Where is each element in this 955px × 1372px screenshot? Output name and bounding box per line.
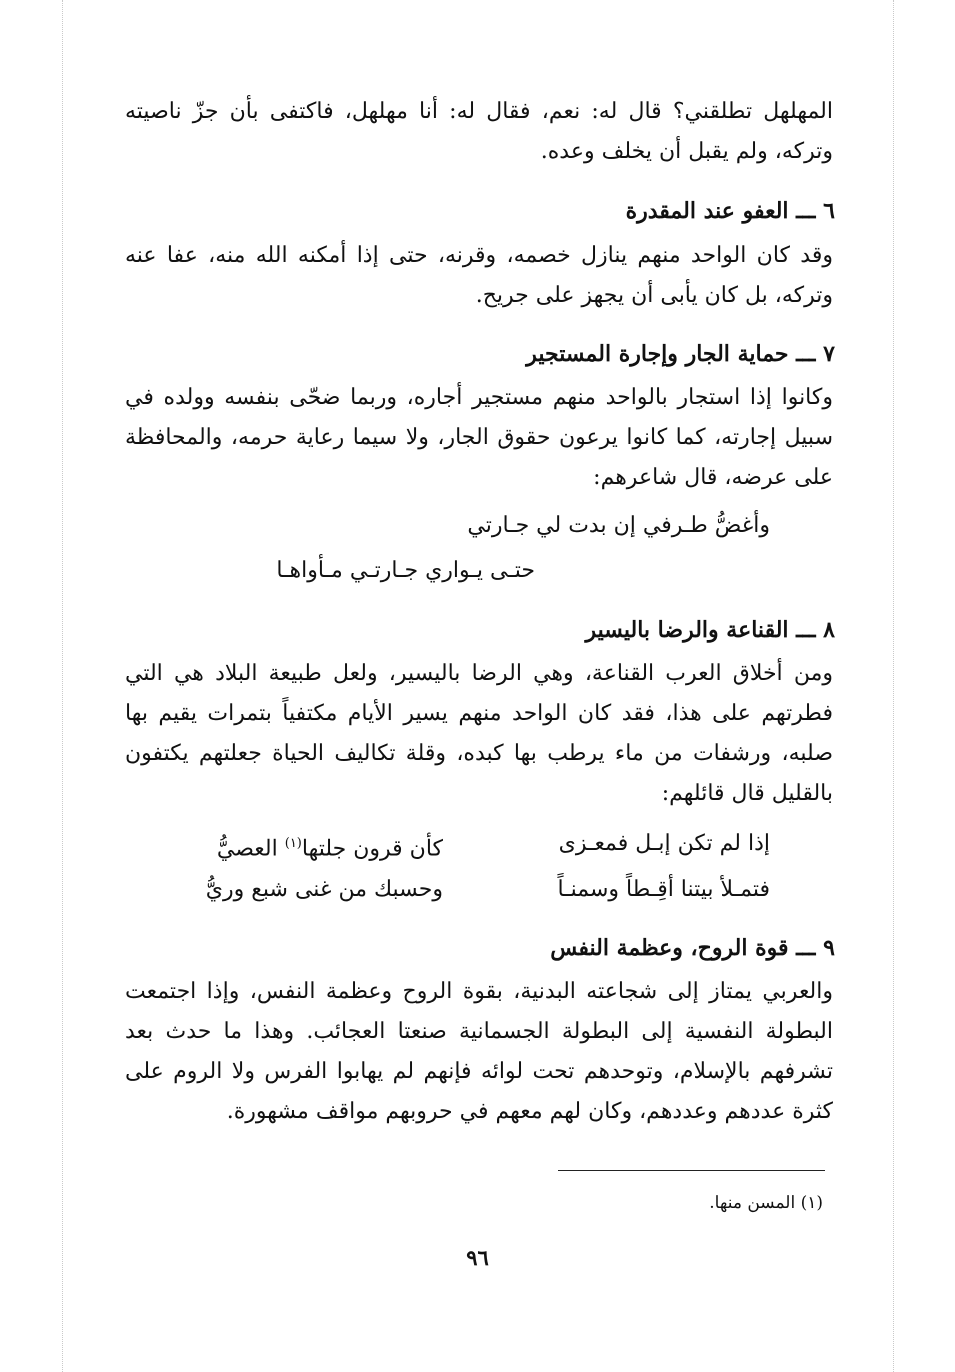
poem-verse-1-first-hemistich: إذا لم تكن إبـل فمعـزى <box>558 831 770 856</box>
heading-section-9: ٩ ـــ قوة الروح، وعظمة النفس <box>550 935 835 961</box>
footnote-separator <box>558 1170 825 1171</box>
scan-edge-left <box>62 0 63 1372</box>
verse-text: كأن قرون جلتها <box>301 836 443 862</box>
paragraph-neighbor-protection: وكانوا إذا استجار بالواحد منهم مستجير أجاره، وربما ضحّى بنفسه وولده في سبيل إجارته، كما كانوا يرعون حقوق الجار، ولا سيما رعاية حرمه، والمحافظة على عرضه، قال شاعرهم: <box>125 385 833 490</box>
footnote-marker: (١) <box>284 836 302 851</box>
heading-section-6: ٦ ـــ العفو عند المقدرة <box>625 198 835 224</box>
poem-verse-2-second-hemistich: وحسبك من غنى شبع وريُّ <box>205 877 443 902</box>
heading-section-8: ٨ ـــ القناعة والرضا باليسير <box>585 617 835 643</box>
paragraph-contentment: ومن أخلاق العرب القناعة، وهي الرضا باليسير، ولعل طبيعة البلاد هي التي فطرتهم على هذا، فقد كان الواحد منهم يسير الأيام مكتفياً بتمرات يقيم بها صلبه، ورشفات من ماء يرطب بها كبده، وقلة تكاليف الحياة جعلتهم يكتفون بالقليل قال قائلهم: <box>125 661 833 806</box>
heading-section-7: ٧ ـــ حماية الجار وإجارة المستجير <box>526 341 835 367</box>
poem-line-2: حتـى يـواري جـارتـي مـأواهـا <box>276 558 535 583</box>
paragraph-spirit-strength: والعربي يمتاز إلى شجاعته البدنية، بقوة الروح وعظمة النفس، وإذا اجتمعت البطولة النفسية إلى البطولة الجسمانية صنعتا العجائب. وهذا ما حدث بعد تشرفهم بالإسلام، وتوحدهم تحت لوائه فإنهم لم يهابوا الفرس ولا الروم على كثرة عددهم وعددهم، وكان لهم معهم في حروبهم مواقف مشهورة. <box>125 979 833 1124</box>
poem-line-1: وأغضُّ طـرفي إن بدت لي جـارتي <box>467 513 770 538</box>
scan-edge-right <box>893 0 894 1372</box>
footnote: (١) المسن منها. <box>709 1193 823 1213</box>
paragraph-forgiveness: وقد كان الواحد منهم ينازل خصمه، وقرنه، حتى إذا أمكنه الله منه، عفا عنه وتركه، بل كان يأبى أن يجهز على جريح. <box>125 243 833 308</box>
page-number: ٩٦ <box>466 1245 489 1270</box>
poem-verse-2-first-hemistich: فتمـلأ بيتنا أقِـطاً وسمنـاً <box>557 877 770 902</box>
verse-text-end: العصيُّ <box>216 836 285 862</box>
poem-verse-1-second-hemistich <box>217 826 443 867</box>
paragraph-mohalhel-ending: المهلهل تطلقني؟ قال له: نعم، فقال له: أنا مهلهل، فاكتفى بأن جزّ ناصيته وتركه، ولم يقبل أن يخلف وعده. <box>125 99 833 164</box>
